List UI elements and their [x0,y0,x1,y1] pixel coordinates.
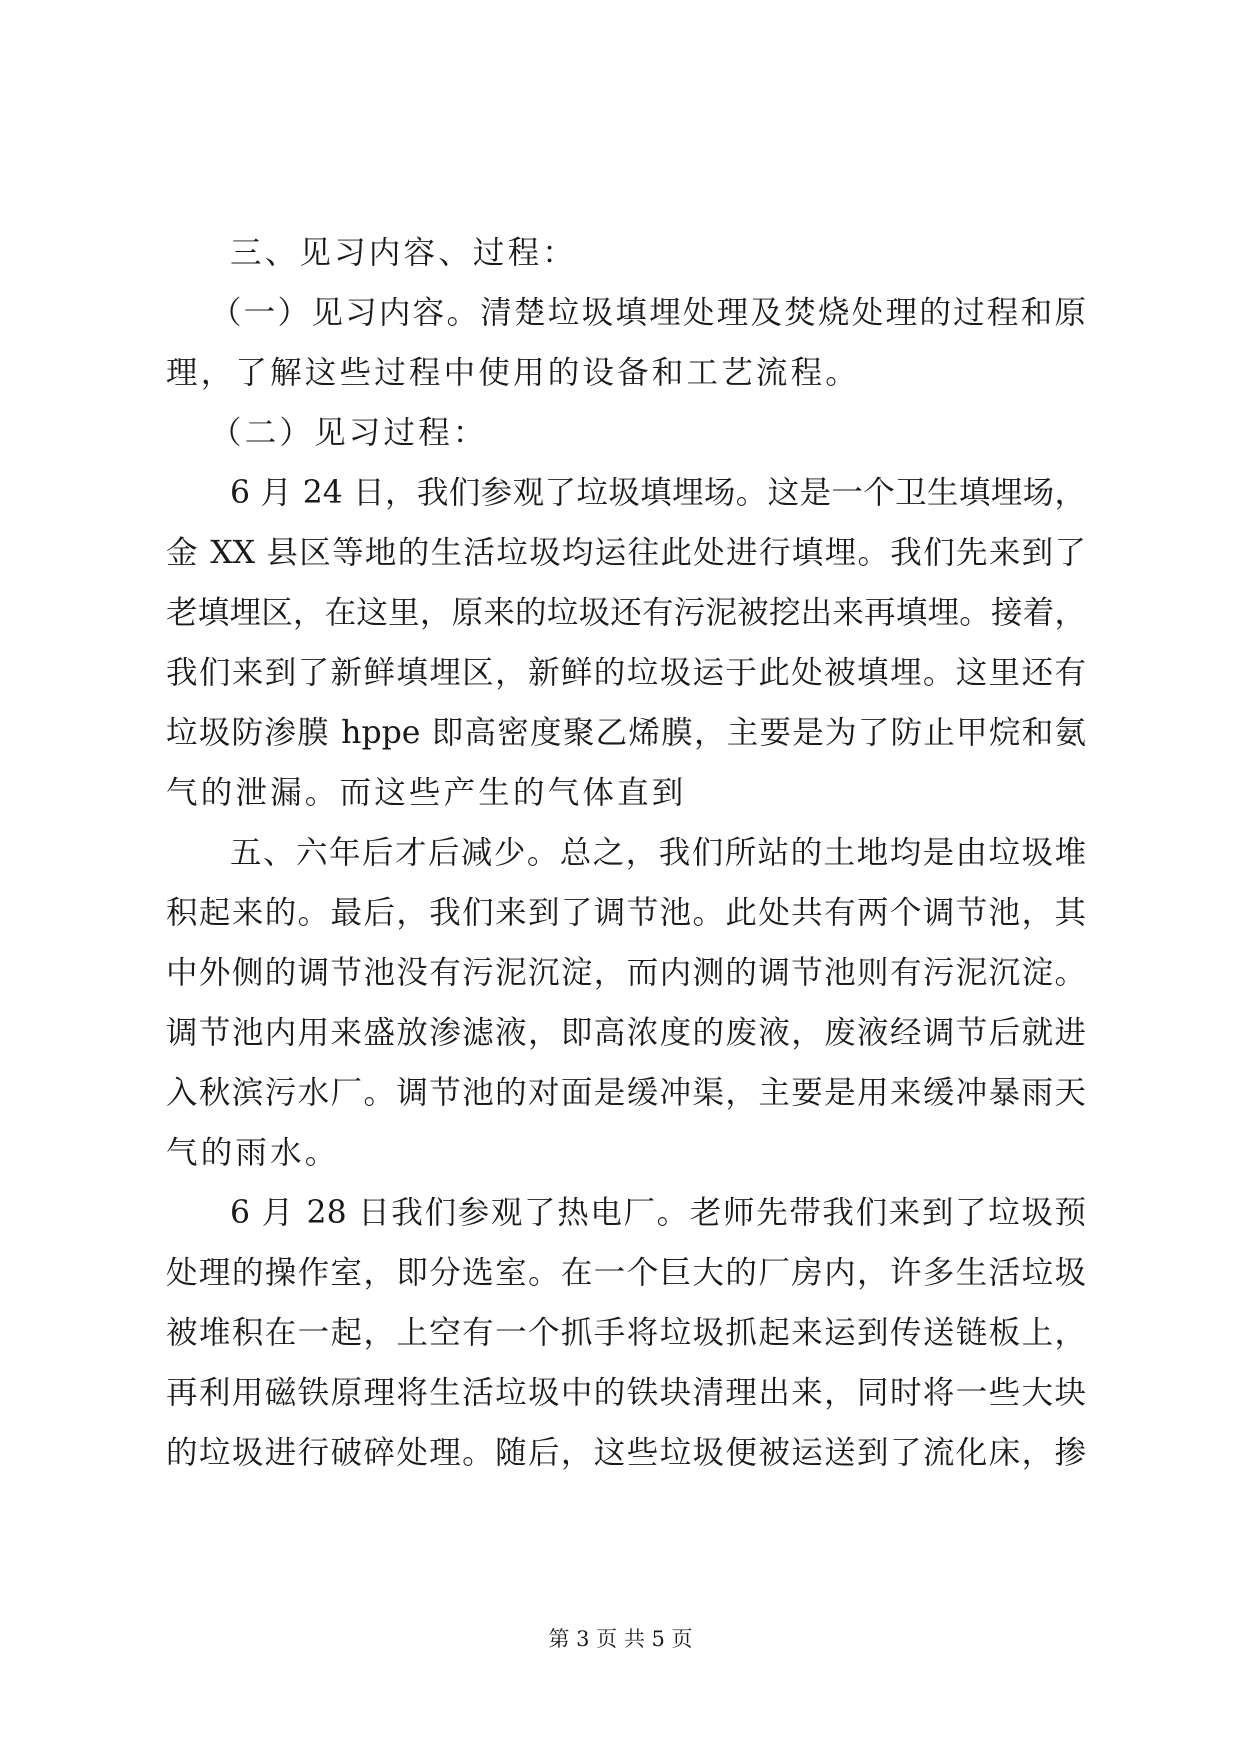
paragraph-line: 中外侧的调节池没有污泥沉淀，而内测的调节池则有污泥沉淀。 [166,955,1086,991]
paragraph-line: 被堆积在一起，上空有一个抓手将垃圾抓起来运到传送链板上， [166,1315,1086,1351]
paragraph-line: 的垃圾进行破碎处理。随后，这些垃圾便被运送到了流化床，掺 [166,1435,1086,1471]
paragraph-line: 五、六年后才后减少。总之，我们所站的土地均是由垃圾堆 [230,835,1086,871]
paragraph-line: 6 月 28 日我们参观了热电厂。老师先带我们来到了垃圾预 [230,1195,1086,1231]
paragraph-line: 理，了解这些过程中使用的设备和工艺流程。 [166,355,861,391]
paragraph-line: 调节池内用来盛放渗滤液，即高浓度的废液，废液经调节后就进 [166,1015,1086,1051]
subsection-heading: （二）见习过程： [210,415,488,451]
paragraph-line: 气的雨水。 [166,1135,340,1171]
paragraph-line: 再利用磁铁原理将生活垃圾中的铁块清理出来，同时将一些大块 [166,1375,1086,1411]
paragraph-line: 老填埋区，在这里，原来的垃圾还有污泥被挖出来再填埋。接着， [166,595,1086,631]
paragraph-line: 气的泄漏。而这些产生的气体直到 [166,775,687,811]
section-heading: 三、见习内容、过程： [230,235,578,271]
paragraph-line: （一）见习内容。清楚垃圾填埋处理及焚烧处理的过程和原 [210,295,1086,331]
page-number-footer: 第 3 页 共 5 页 [548,1627,693,1651]
paragraph-line: 入秋滨污水厂。调节池的对面是缓冲渠，主要是用来缓冲暴雨天 [166,1075,1086,1111]
paragraph-line: 处理的操作室，即分选室。在一个巨大的厂房内，许多生活垃圾 [166,1255,1086,1291]
paragraph-line: 我们来到了新鲜填埋区，新鲜的垃圾运于此处被填埋。这里还有 [166,655,1086,691]
paragraph-line: 6 月 24 日，我们参观了垃圾填埋场。这是一个卫生填埋场， [230,475,1086,511]
paragraph-line: 积起来的。最后，我们来到了调节池。此处共有两个调节池，其 [166,895,1086,931]
paragraph-line: 垃圾防渗膜 hppe 即高密度聚乙烯膜，主要是为了防止甲烷和氨 [166,715,1086,751]
paragraph-line: 金 XX 县区等地的生活垃圾均运往此处进行填埋。我们先来到了 [166,535,1086,571]
